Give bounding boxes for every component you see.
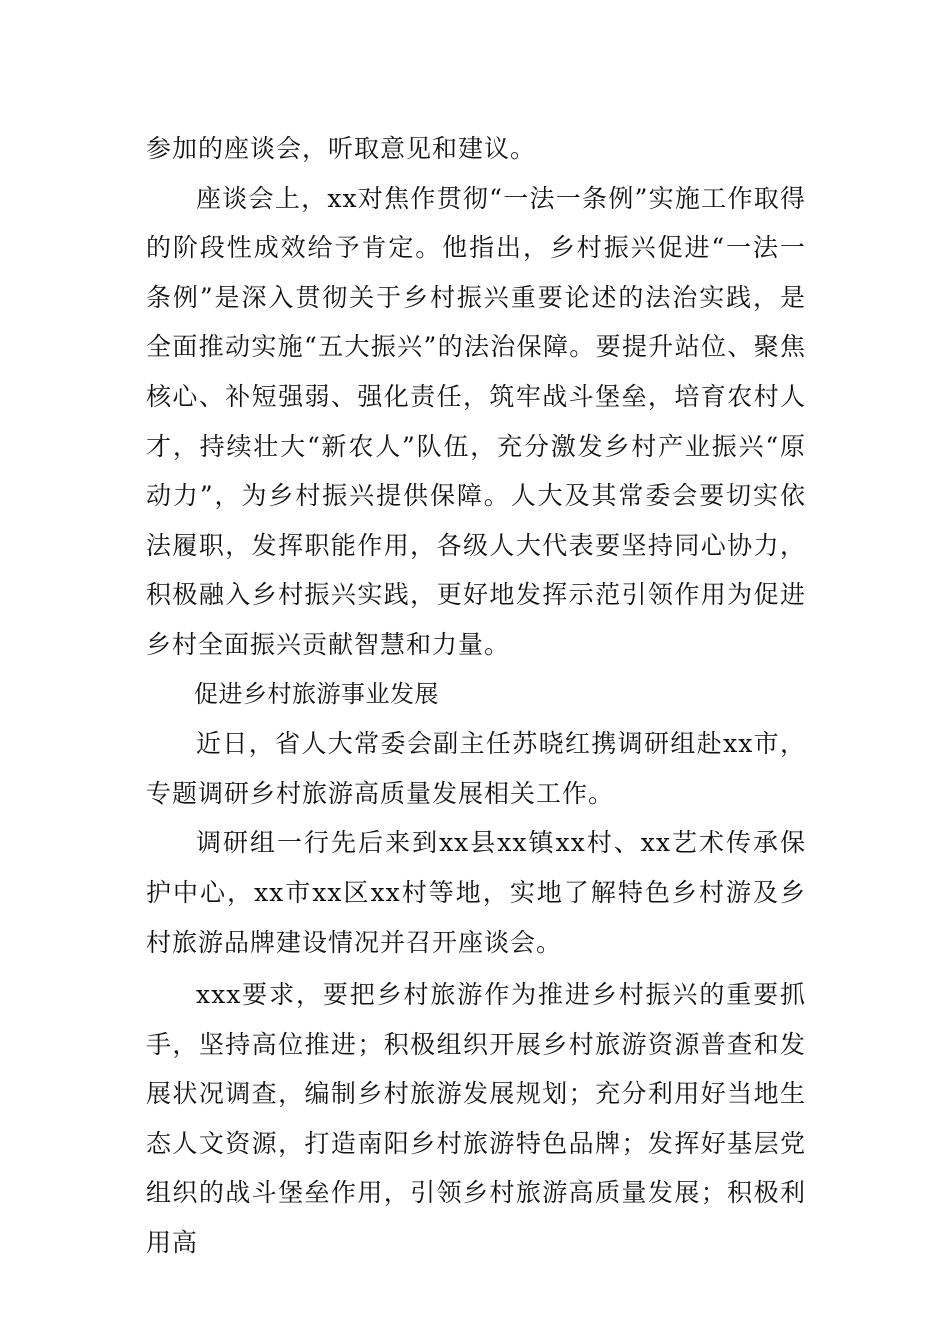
- paragraph-site-visits: 调研组一行先后来到xx县xx镇xx村、xx艺术传承保护中心，xx市xx区xx村等地，实地了解特色乡村游及乡村旅游品牌建设情况并召开座谈会。: [146, 828, 806, 957]
- paragraph-continuation: 参加的座谈会，听取意见和建议。: [146, 134, 537, 163]
- paragraph-research-trip: 近日，省人大常委会副主任苏晓红携调研组赴xx市，专题调研乡村旅游高质量发展相关工作。: [146, 729, 806, 808]
- paragraph-requirements: xxx要求，要把乡村旅游作为推进乡村振兴的重要抓手，坚持高位推进；积极组织开展乡村旅游资源普查和发展状况调查，编制乡村旅游发展规划；充分利用好当地生态人文资源，打造南阳乡村旅游特色品牌；发挥好基层党组织的战斗堡垒作用，引领乡村旅游高质量发展；积极利用高: [146, 980, 806, 1258]
- paragraph-symposium: 座谈会上，xx对焦作贯彻“一法一条例”实施工作取得的阶段性成效给予肯定。他指出，乡村振兴促进“一法一条例”是深入贯彻关于乡村振兴重要论述的法治实践，是全面推动实施“五大振兴”的法治保障。要提升站位、聚焦核心、补短强弱、强化责任，筑牢战斗堡垒，培育农村人才，持续壮大“新农人”队伍，充分激发乡村产业振兴“原动力”，为乡村振兴提供保障。人大及其常委会要切实依法履职，发挥职能作用，各级人大代表要坚持同心协力，积极融入乡村振兴实践，更好地发挥示范引领作用为促进乡村全面振兴贡献智慧和力量。: [146, 183, 806, 659]
- section-heading: 促进乡村旅游事业发展: [194, 679, 439, 708]
- document-body: [146, 124, 806, 1268]
